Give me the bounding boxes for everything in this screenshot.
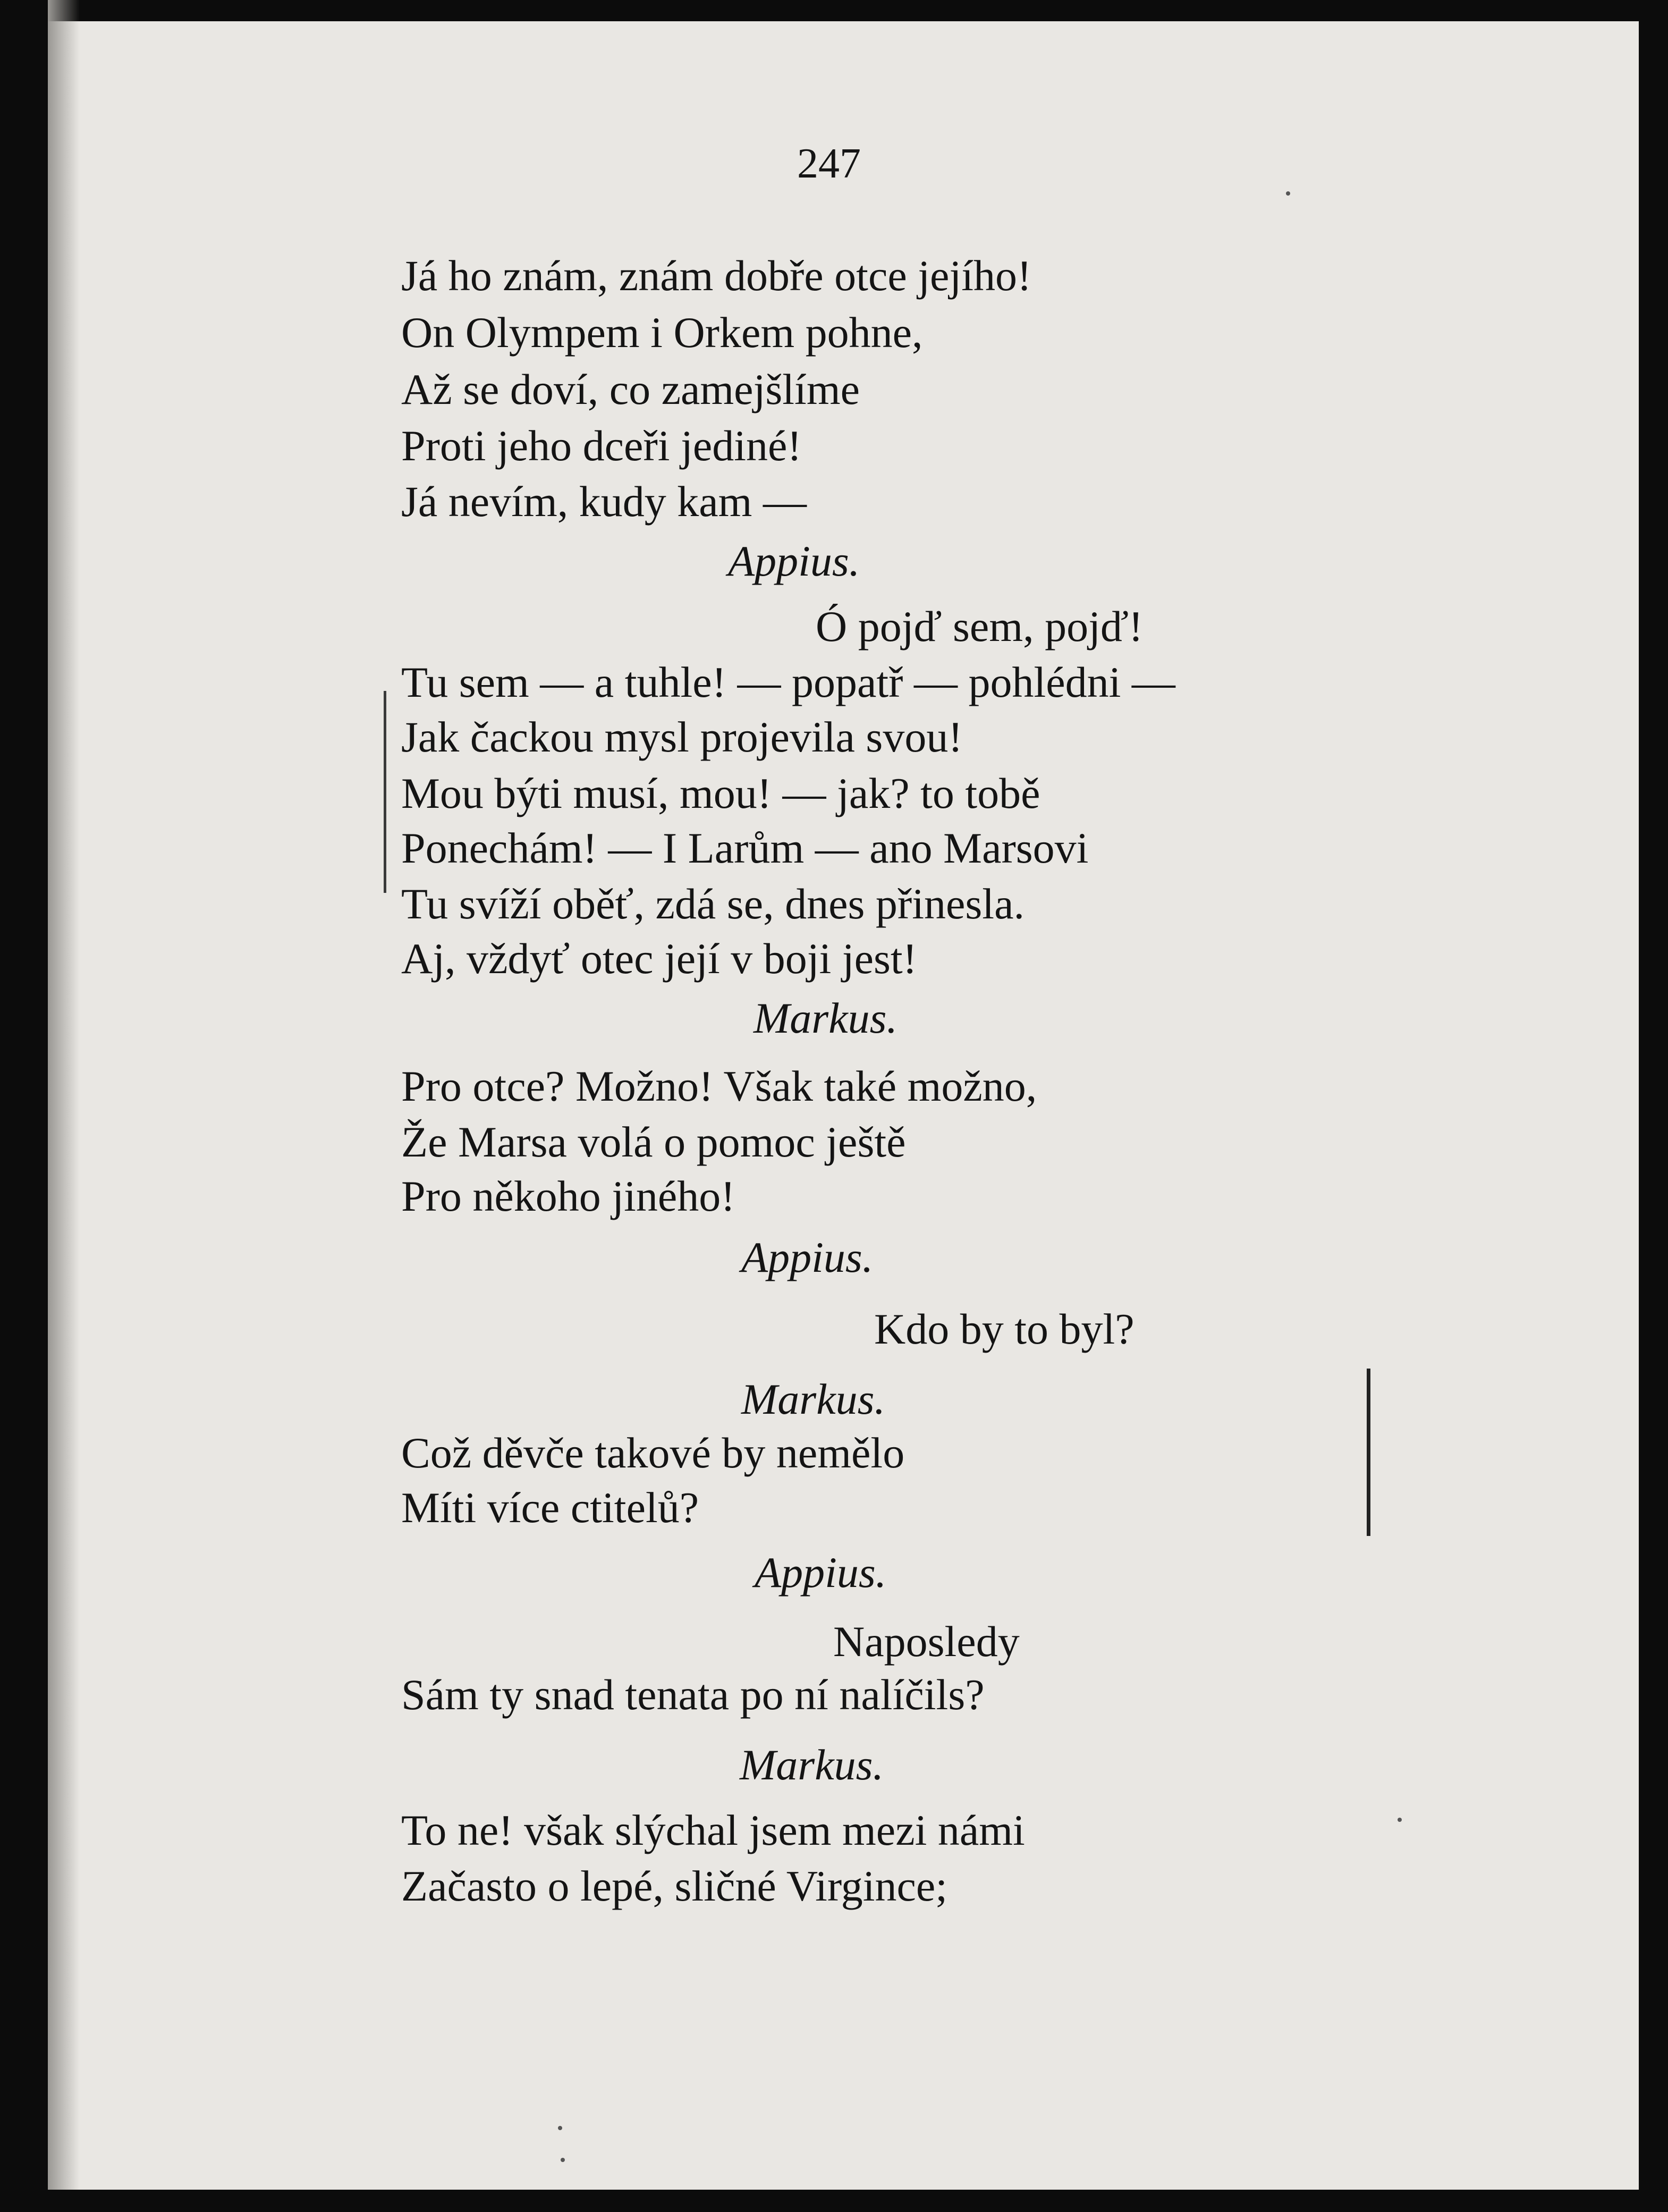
scan-edge-bottom — [0, 2190, 1668, 2212]
verse-line: Pro někoho jiného! — [401, 1172, 735, 1220]
verse-line: Já ho znám, znám dobře otce jejího! — [401, 251, 1032, 300]
verse-line: Tu svíží oběť, zdá se, dnes přinesla. — [401, 880, 1024, 928]
margin-pencil-mark — [1367, 1369, 1370, 1536]
verse-line: Ó pojď sem, pojď! — [816, 602, 1144, 651]
verse-line: Kdo by to byl? — [874, 1305, 1134, 1353]
ink-speck — [558, 2126, 562, 2130]
ink-speck — [1398, 1818, 1402, 1822]
ink-speck — [561, 2158, 565, 2162]
gutter-shadow — [48, 0, 80, 2212]
speaker-name: Markus. — [753, 994, 898, 1042]
verse-line: Ponechám! — I Larům — ano Marsovi — [401, 824, 1089, 872]
verse-line: Sám ty snad tenata po ní nalíčils? — [401, 1670, 985, 1719]
speaker-name: Appius. — [755, 1548, 887, 1597]
verse-line: Já nevím, kudy kam — — [401, 477, 807, 526]
verse-line: Pro otce? Možno! Však také možno, — [401, 1062, 1037, 1110]
verse-line: Jak čackou mysl projevila svou! — [401, 713, 963, 761]
verse-line: Naposledy — [833, 1617, 1020, 1666]
verse-line: Že Marsa volá o pomoc ještě — [401, 1118, 906, 1166]
speaker-name: Markus. — [740, 1741, 884, 1789]
speaker-name: Appius. — [741, 1233, 874, 1281]
verse-line: Což děvče takové by nemělo — [401, 1429, 905, 1477]
page-number: 247 — [797, 140, 861, 187]
ink-speck — [1286, 191, 1290, 196]
verse-line: Míti více ctitelů? — [401, 1483, 699, 1532]
verse-line: Tu sem — a tuhle! — popatř — pohlédni — — [401, 658, 1175, 706]
verse-line: To ne! však slýchal jsem mezi námi — [401, 1806, 1025, 1854]
verse-line: Až se doví, co zamejšlíme — [401, 365, 860, 413]
scan-edge-top — [0, 0, 1668, 21]
scan-edge-right — [1639, 0, 1668, 2212]
verse-line: On Olympem i Orkem pohne, — [401, 308, 923, 357]
verse-line: Proti jeho dceři jediné! — [401, 421, 802, 470]
verse-line: Mou býti musí, mou! — jak? to tobě — [401, 769, 1040, 817]
verse-line: Aj, vždyť otec její v boji jest! — [401, 934, 917, 983]
margin-bracket-mark — [384, 691, 386, 893]
verse-line: Začasto o lepé, sličné Virgince; — [401, 1862, 948, 1910]
speaker-name: Appius. — [728, 537, 860, 585]
speaker-name: Markus. — [741, 1375, 886, 1423]
scan-edge-left — [0, 0, 48, 2212]
